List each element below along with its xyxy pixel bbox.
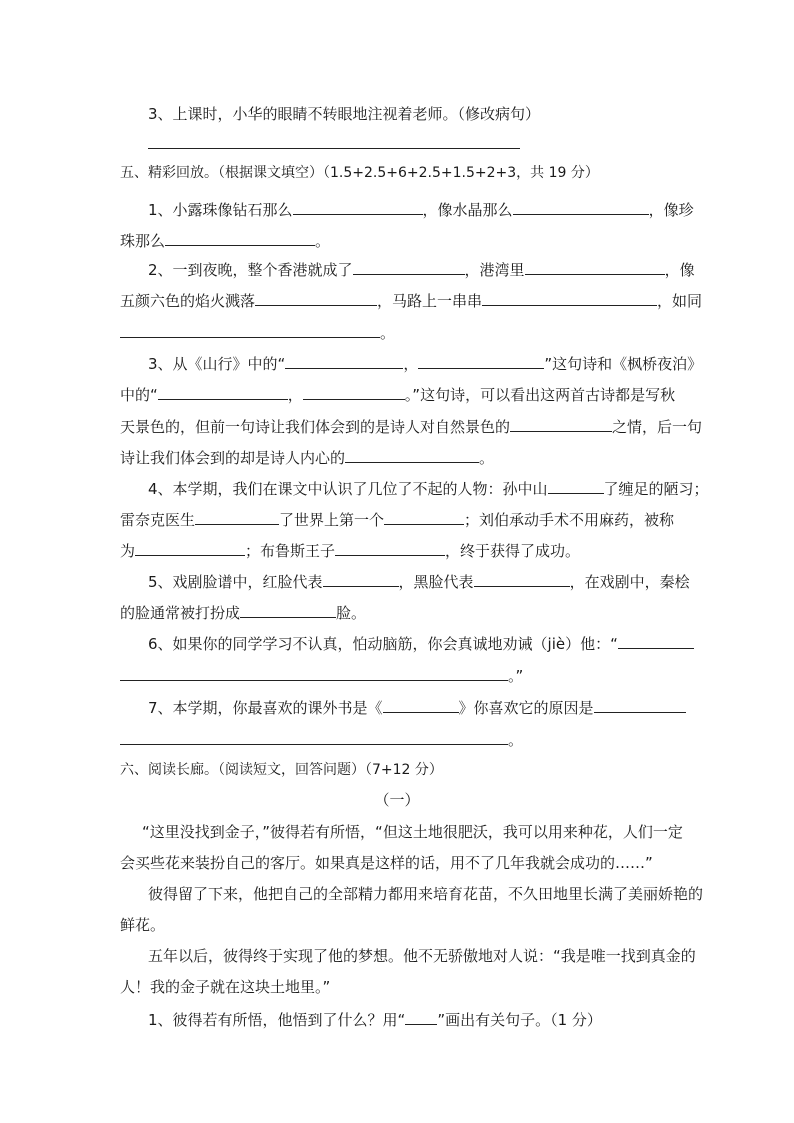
blank-3b[interactable] [418,353,544,369]
s5-item7-line2: 。 [120,729,523,750]
blank-2a[interactable] [353,259,465,275]
blank-2c[interactable] [255,290,377,306]
s5-item6-line2: 。” [120,665,523,686]
blank-7a[interactable] [383,697,459,713]
blank-6b[interactable] [120,665,508,681]
blank-3a[interactable] [285,353,403,369]
blank-4a[interactable] [548,478,604,494]
s5-item7-line1: 7、本学期，你最喜欢的课外书是《 》你喜欢它的原因是 [148,697,686,718]
passage-p3-line1: 五年以后，彼得终于实现了他的梦想。他不无骄傲地对人说：“我是唯一找到真金的 [148,947,696,965]
passage-p1-line1: “这里没找到金子，”彼得若有所悟，“但这土地很肥沃，我可以用来种花，人们一定 [142,823,683,841]
s5-item1-line2: 珠那么 。 [120,232,331,250]
passage-p3-line2: 人！我的金子就在这块土地里。” [120,978,331,996]
passage-p2-line2: 鲜花。 [120,916,166,934]
blank-5a[interactable] [323,571,399,587]
s5-item2-line1: 2、一到夜晚，整个香港就成了 ，港湾里 ，像 [148,261,695,279]
answer-line-q3[interactable] [148,148,520,149]
blank-3d[interactable] [303,384,405,400]
blank-3e[interactable] [510,416,612,432]
blank-2d[interactable] [482,290,657,306]
s5-item5-line2: 的脸通常被打扮成 脸。 [120,604,367,622]
s5-item3-line2: 中的“ ， 。”这句诗，可以看出这两首古诗都是写秋 [120,386,676,404]
reading-part-label: （一） [374,791,420,809]
blank-4d[interactable] [135,540,245,556]
blank-3c[interactable] [158,384,288,400]
s5-item2-line3: 。 [120,322,395,343]
section6-title: 六、阅读长廊。（阅读短文，回答问题）（7+12 分） [120,762,443,778]
s5-item3-line4: 诗让我们体会到的却是诗人内心的 。 [120,449,495,467]
underline-sample-mark [405,1009,437,1025]
blank-3f[interactable] [345,447,479,463]
q3-revise-sentence: 3、上课时，小华的眼睛不转眼地注视着老师。（修改病句） [148,105,541,123]
blank-2e[interactable] [120,322,380,338]
s5-item2-line2: 五颜六色的焰火溅落 ，马路上一串串 ，如同 [120,292,703,310]
s5-item4-line2: 雷奈克医生 了世界上第一个 ；刘伯承动手术不用麻药，被称 [120,511,675,529]
blank-1c[interactable] [165,230,315,246]
blank-1a[interactable] [293,199,423,215]
reading-question-1: 1、彼得若有所悟，他悟到了什么？用“ ”画出有关句子。（1 分） [148,1011,602,1029]
blank-6a[interactable] [618,633,694,649]
s5-item4-line3: 为 ；布鲁斯王子 ，终于获得了成功。 [120,542,581,560]
s5-item5-line1: 5、戏剧脸谱中，红脸代表 ，黑脸代表 ，在戏剧中，秦桧 [148,573,690,591]
s5-item6-line1: 6、如果你的同学学习不认真，怕动脑筋，你会真诚地劝诫（jiè）他：“ [148,633,694,654]
blank-1b[interactable] [513,199,649,215]
s5-item4-line1: 4、本学期，我们在课文中认识了几位了不起的人物：孙中山 了缠足的陋习； [148,480,709,498]
s5-item1-line1: 1、小露珠像钻石那么 ，像水晶那么 ，像珍 [148,201,694,219]
s5-item3-line1: 3、从《山行》中的“ ， ”这句诗和《枫桥夜泊》 [148,355,703,373]
passage-p1-line2: 会买些花来装扮自己的客厅。如果真是这样的话，用不了几年我就会成功的……” [120,854,653,872]
blank-4c[interactable] [384,509,464,525]
blank-7b[interactable] [594,697,686,713]
blank-4b[interactable] [195,509,279,525]
blank-4e[interactable] [335,540,445,556]
blank-5b[interactable] [474,571,570,587]
s5-item3-line3: 天景色的，但前一句诗让我们体会到的是诗人对自然景色的 之情，后一句 [120,418,703,436]
passage-p2-line1: 彼得留了下来，他把自己的全部精力都用来培育花苗，不久田地里长满了美丽娇艳的 [148,885,704,903]
section5-title: 五、精彩回放。（根据课文填空）（1.5+2.5+6+2.5+1.5+2+3，共 19 分） [120,165,599,181]
blank-7c[interactable] [120,729,508,745]
blank-5c[interactable] [240,602,336,618]
blank-2b[interactable] [525,259,665,275]
